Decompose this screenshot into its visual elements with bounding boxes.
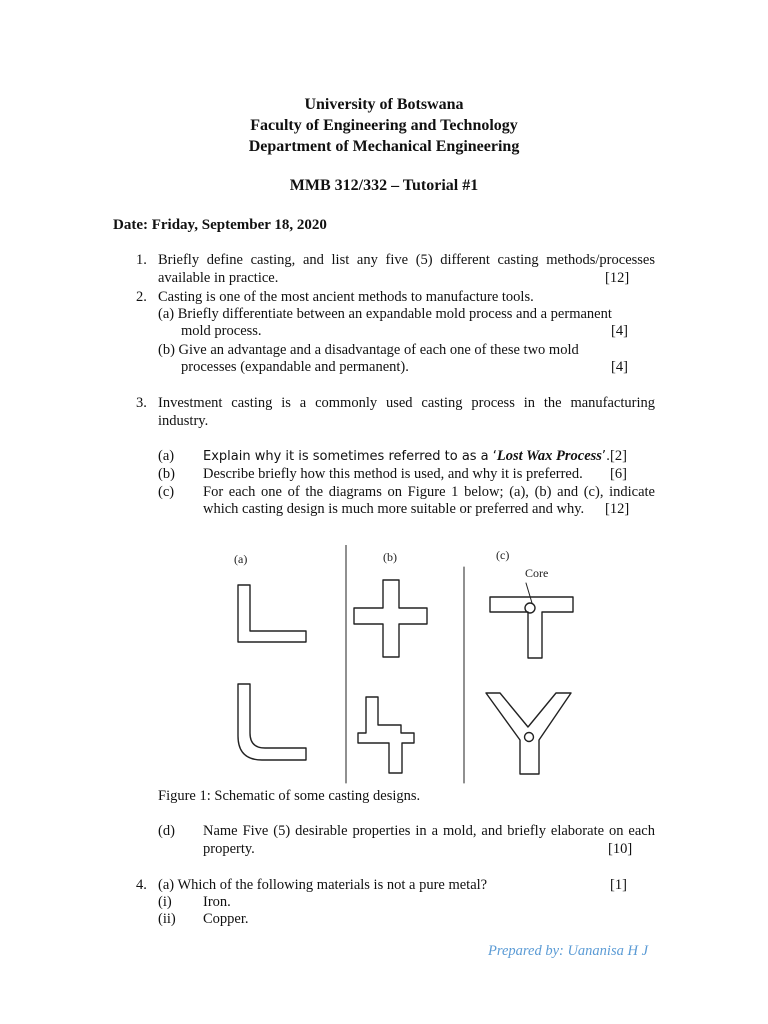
casting-designs-figure [228, 545, 588, 785]
option-text: Copper. [203, 911, 249, 927]
question-text: Briefly define casting, and list any five (5) different casting methods/processes [158, 252, 655, 268]
question-text: industry. [158, 413, 209, 429]
question-text: available in practice. [158, 270, 279, 286]
cross-shape [354, 580, 427, 657]
question-marks: [4] [611, 323, 628, 339]
question-marks: [4] [611, 359, 628, 375]
y-shape-with-hole [486, 693, 571, 774]
question-marks: [1] [610, 877, 627, 893]
subquestion-text: mold process. [181, 323, 262, 339]
option-label: (i) [158, 894, 172, 910]
question-number: 4. [136, 877, 147, 893]
faculty-name: Faculty of Engineering and Technology [250, 117, 518, 134]
question-marks: [6] [610, 466, 627, 482]
subquestion-text: property. [203, 841, 255, 857]
question-number: 2. [136, 289, 147, 305]
rounded-corner-l-shape [238, 684, 306, 760]
tutorial-date: Date: Friday, September 18, 2020 [113, 217, 327, 233]
subquestion-label: (a) [158, 448, 175, 464]
t-shape-with-core [490, 597, 573, 658]
figure-label-a: (a) [234, 552, 248, 566]
question-text: Investment casting is a commonly used casting process in the manufacturing [158, 395, 655, 411]
subquestion-text: Explain why it is sometimes referred to as a ‘Lost Wax Process’. [203, 448, 611, 464]
emphasis-text: Lost Wax Process [496, 448, 602, 464]
subquestion-label: (c) [158, 484, 175, 500]
prepared-by-footer: Prepared by: Uananisa H J [488, 943, 649, 959]
question-marks: [10] [608, 841, 633, 857]
hole-circle [525, 733, 534, 742]
question-number: 1. [136, 252, 147, 268]
subquestion-label: (b) [158, 466, 175, 482]
document-header [0, 94, 768, 157]
core-label: Core [525, 566, 549, 580]
subquestion-text: (a) Briefly differentiate between an expandable mold process and a permanent [158, 306, 612, 322]
core-circle [525, 603, 535, 613]
question-text: (a) Which of the following materials is not a pure metal? [158, 877, 488, 893]
subquestion-text: Describe briefly how this method is used, and why it is preferred. [203, 466, 583, 482]
university-name: University of Botswana [304, 96, 464, 113]
tutorial-title: MMB 312/332 – Tutorial #1 [289, 177, 479, 194]
subquestion-text: Name Five (5) desirable properties in a mold, and briefly elaborate on each [203, 823, 655, 839]
question-number: 3. [136, 395, 147, 411]
core-pointer [526, 583, 532, 603]
question-marks: [12] [605, 501, 630, 517]
option-label: (ii) [158, 911, 176, 927]
subquestion-text: which casting design is much more suitable or preferred and why. [203, 501, 585, 517]
question-marks: [12] [605, 270, 630, 286]
figure-label-c: (c) [496, 548, 510, 562]
subquestion-label: (d) [158, 823, 175, 839]
option-text: Iron. [203, 894, 231, 910]
subquestion-text: (b) Give an advantage and a disadvantage of each one of these two mold [158, 342, 579, 358]
sharp-corner-l-shape [238, 585, 306, 642]
subquestion-text: For each one of the diagrams on Figure 1 below; (a), (b) and (c), indicate [203, 484, 655, 500]
offset-cross-shape [358, 697, 414, 773]
department-name: Department of Mechanical Engineering [248, 138, 520, 155]
figure-caption: Figure 1: Schematic of some casting designs. [158, 788, 421, 804]
question-text: Casting is one of the most ancient methods to manufacture tools. [158, 289, 534, 305]
question-marks: [2] [610, 448, 627, 464]
subquestion-text: processes (expandable and permanent). [181, 359, 409, 375]
figure-label-b: (b) [383, 550, 397, 564]
